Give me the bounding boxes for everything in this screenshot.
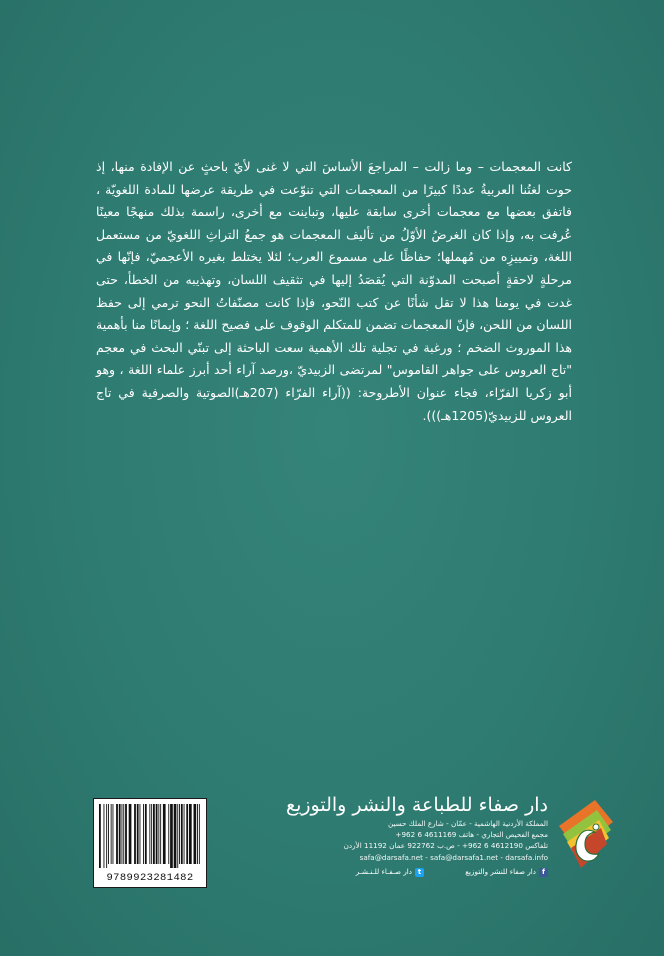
barcode-bar <box>143 804 144 864</box>
publisher-address-1: المملكة الأردنية الهاشمية - عمّان - شارع الملك حسين <box>387 819 548 828</box>
barcode-bar <box>129 804 132 864</box>
twitter-label: دار صـفـاء للـنـشـر <box>355 867 412 876</box>
barcode-bar <box>158 804 159 864</box>
blurb-text <box>96 156 572 427</box>
barcode-bar <box>186 804 188 864</box>
barcode-bar <box>181 804 183 864</box>
barcode-bar <box>123 804 124 864</box>
publisher-emails: safa@darsafa.net - safa@darsafa1.net - darsafa.info <box>359 852 548 862</box>
barcode-bar <box>125 804 127 864</box>
barcode-bar <box>168 804 169 864</box>
publisher-name: دار صفاء للطباعة والنشر والتوزيع <box>285 794 548 816</box>
barcode-bar <box>137 804 139 864</box>
barcode-bar <box>113 804 114 864</box>
barcode-bar <box>189 804 192 864</box>
publisher-info <box>285 792 548 863</box>
barcode-bar <box>170 804 173 868</box>
facebook-label: دار صفاء للنشر والتوزيع <box>465 867 536 876</box>
barcode-bar <box>119 804 121 864</box>
twitter-link[interactable] <box>356 867 424 877</box>
social-links <box>302 867 548 879</box>
barcode-bar <box>179 804 180 864</box>
publisher-address-2: مجمع الفحيص التجاري - هاتف 4611169 6 962+ <box>395 830 548 840</box>
barcode-bar <box>149 804 150 864</box>
barcode-bar <box>197 804 198 864</box>
barcode-bar <box>151 804 152 864</box>
barcode-bar <box>160 804 161 864</box>
barcode-bars <box>98 804 202 868</box>
isbn-number: 9789923281482 <box>106 872 194 884</box>
publisher-logo <box>555 796 617 878</box>
barcode-bar <box>177 804 178 868</box>
blurb-paragraph: كانت المعجمات – وما زالت – المراجعَ الأساسَ التي لا غنى لأيّ باحثٍ عن الإفادة منها، إذ حوت لغتُنا العربيةُ عددًا كبيرًا من المعجمات التي تنوّعت في طريقة عرضها للمادة اللغويّة ، فاتفق بعضها مع معجمات أخرى سابقة عليها، وتباينت مع أخرى، راسمة بذلك منهجًا معينًا عُرفت به، وإذا كان الغرضُ الأوّلُ من تأليف المعجمات هو جمعُ التراثِ اللغويّ من مستعمل اللغة، وتمييزِه من مُهملها؛ حفاظًا على مسموع العرب؛ لئلا يختلط بغيره الأعجميّ، فإنّها في مرحلةٍ لاحقةٍ أصبحت المدوّنة التي يُقصَدُ إليها في تثقيف اللسان، وتهذيبه من الخطأ، حتى غدت في يومنا هذا لا تقل شأنًا عن كتب النّحو، فإذا كانت مصنّفاتُ النحو ترمي إلى حفظ اللسان من اللحن، فإنّ المعجمات تضمن للمتكلم الوقوف على فصيح اللغة ؛ وإيمانًا منا بأهمية هذا الموروث الضخم ؛ ورغبة في تجلية تلك الأهمية سعت الباحثة إلى تبنّي البحث في معجم "تاج العروس على جواهر القاموس" لمرتضى الزبيديّ ،ورصد آراء أحد أبرز علماء اللغة ، وهو أبو زكريا الفرّاء، فجاء عنوان الأطروحة: ((آراء الفرّاء (207هـ)الصوتية والصرفية في تاج العروس للزبيديّ(1205هـ))). <box>96 159 572 423</box>
barcode-bar <box>153 804 155 864</box>
barcode-bar <box>145 804 147 864</box>
isbn-barcode <box>93 798 207 888</box>
barcode-bar <box>99 804 101 868</box>
facebook-icon: f <box>539 868 548 877</box>
barcode-bar <box>163 804 166 864</box>
publisher-contact: تلفاكس 4612190 6 962+ - ص.ب 922762 عمان 11192 الأردن <box>343 841 548 851</box>
twitter-icon: t <box>415 868 424 877</box>
barcode-bar <box>194 804 197 864</box>
barcode-bar <box>199 804 200 864</box>
barcode-bar <box>106 804 107 868</box>
barcode-bar <box>134 804 136 864</box>
barcode-bar <box>140 804 141 864</box>
barcode-bar <box>116 804 118 864</box>
facebook-link[interactable] <box>465 867 548 877</box>
barcode-bar <box>104 804 105 868</box>
barcode-bar <box>156 804 158 864</box>
barcode-bar <box>108 804 109 864</box>
barcode-bar <box>122 804 123 864</box>
barcode-bar <box>184 804 185 864</box>
barcode-bar <box>174 804 177 868</box>
barcode-bar <box>111 804 112 864</box>
